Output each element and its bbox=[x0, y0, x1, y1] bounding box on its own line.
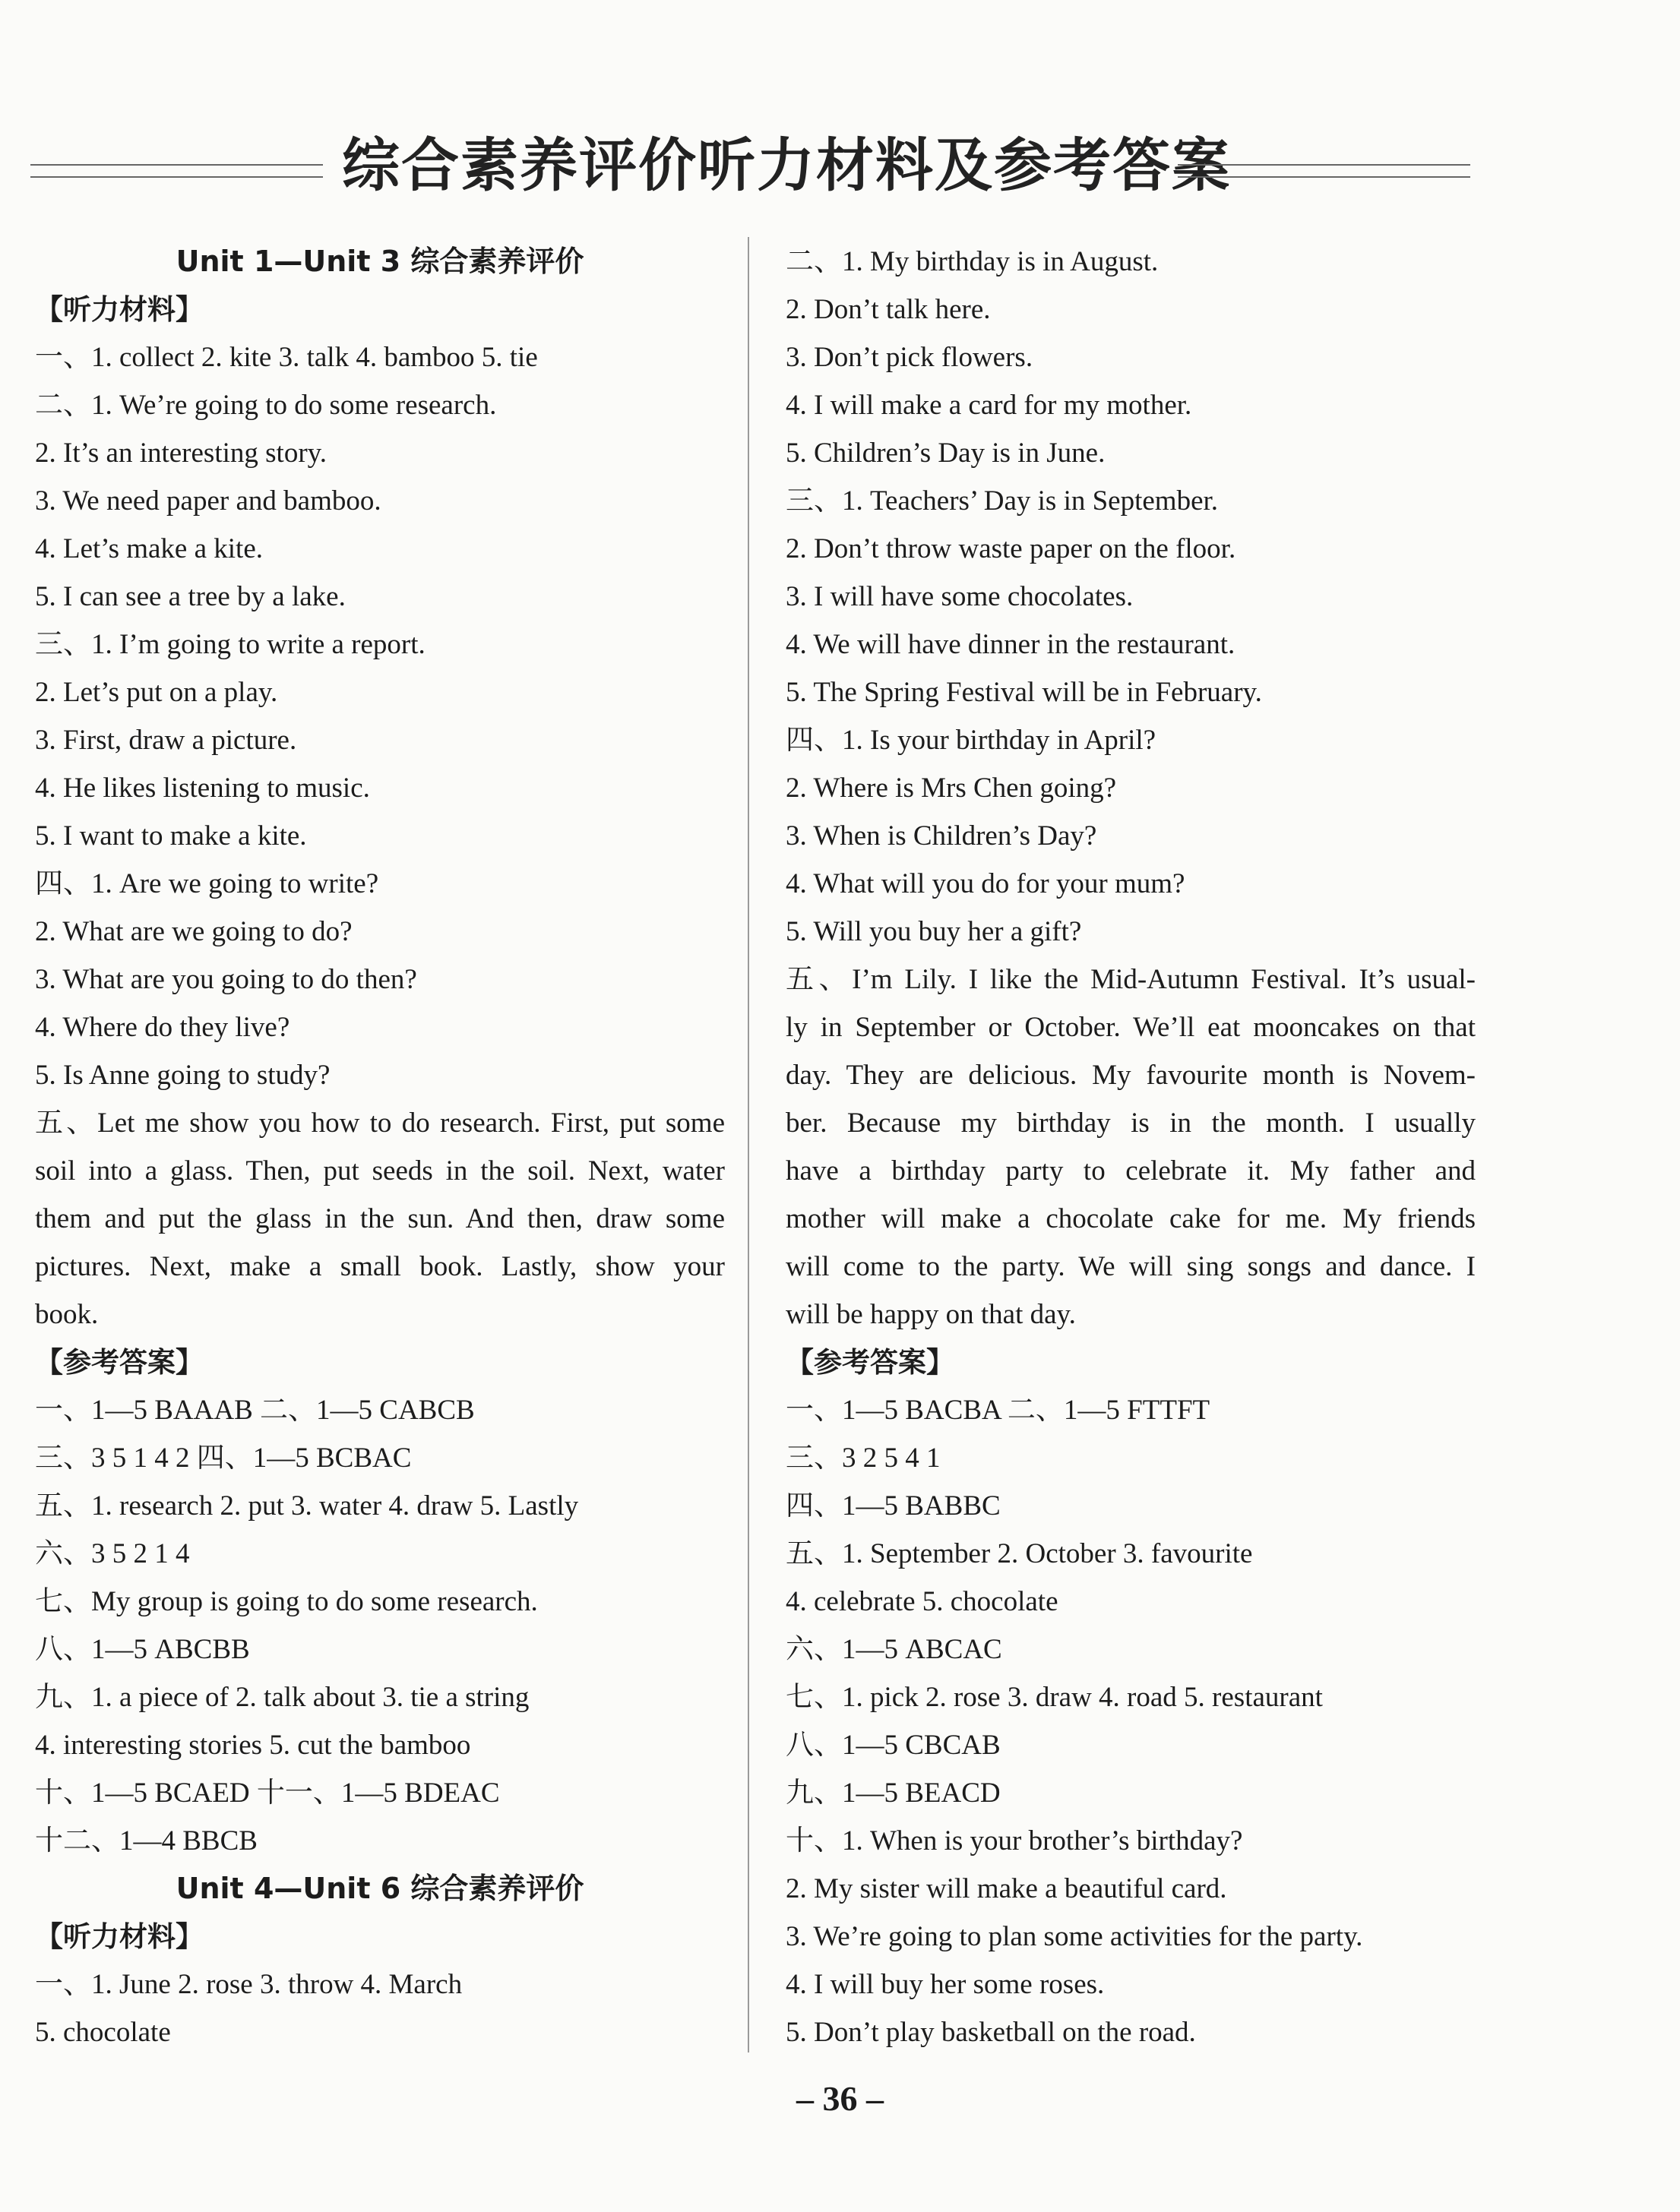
text-line: ber. Because my birthday is in the month. I usually bbox=[786, 1108, 1476, 1139]
title-rule-right bbox=[1178, 164, 1470, 178]
text-line: 一、1. June 2. rose 3. throw 4. March bbox=[35, 1969, 463, 2000]
text-line: 4. Where do they live? bbox=[35, 1012, 290, 1043]
text-line: 3. First, draw a picture. bbox=[35, 725, 297, 756]
text-line: will come to the party. We will sing songs and dance. I bbox=[786, 1251, 1476, 1282]
text-line: 二、1. My birthday is in August. bbox=[786, 246, 1159, 277]
subsection-heading: 【听力材料】 bbox=[35, 1920, 204, 1953]
text-line: book. bbox=[35, 1299, 99, 1330]
section-heading: Unit 1—Unit 3 综合素养评价 bbox=[176, 245, 584, 278]
text-line: 五、I’m Lily. I like the Mid-Autumn Festival. It’s usual- bbox=[786, 964, 1476, 995]
text-line: 十二、1—4 BBCB bbox=[35, 1825, 258, 1856]
title-row bbox=[30, 128, 1470, 219]
text-line: 八、1—5 ABCBB bbox=[35, 1634, 250, 1665]
text-line: 3. When is Children’s Day? bbox=[786, 820, 1097, 852]
subsection-heading: 【参考答案】 bbox=[35, 1346, 204, 1379]
text-line: 4. What will you do for your mum? bbox=[786, 868, 1185, 899]
text-line: ly in September or October. We’ll eat mooncakes on that bbox=[786, 1012, 1476, 1043]
text-line: 二、1. We’re going to do some research. bbox=[35, 390, 497, 421]
text-line: pictures. Next, make a small book. Lastly, show your bbox=[35, 1251, 725, 1282]
text-line: 十、1—5 BCAED 十一、1—5 BDEAC bbox=[35, 1778, 500, 1809]
text-line: 五、1. September 2. October 3. favourite bbox=[786, 1538, 1253, 1569]
text-line: 九、1. a piece of 2. talk about 3. tie a string bbox=[35, 1682, 530, 1713]
text-line: 5. I want to make a kite. bbox=[35, 820, 307, 852]
text-line: 五、Let me show you how to do research. First, put some bbox=[35, 1108, 725, 1139]
text-line: 四、1—5 BABBC bbox=[786, 1490, 1001, 1522]
text-line: 3. Don’t pick flowers. bbox=[786, 342, 1033, 373]
section-heading: Unit 4—Unit 6 综合素养评价 bbox=[176, 1872, 584, 1905]
text-line: 三、3 5 1 4 2 四、1—5 BCBAC bbox=[35, 1443, 412, 1474]
text-line: 4. interesting stories 5. cut the bamboo bbox=[35, 1730, 471, 1761]
text-line: 3. We’re going to plan some activities for the party. bbox=[786, 1921, 1363, 1952]
text-line: 5. Don’t play basketball on the road. bbox=[786, 2017, 1196, 2048]
text-line: 4. I will make a card for my mother. bbox=[786, 390, 1192, 421]
text-line: 2. Don’t throw waste paper on the floor. bbox=[786, 533, 1236, 564]
text-line: 一、1—5 BACBA 二、1—5 FTTFT bbox=[786, 1395, 1210, 1426]
text-line: 5. I can see a tree by a lake. bbox=[35, 581, 346, 612]
page-title: 综合素养评价听力材料及参考答案 bbox=[342, 131, 1231, 199]
text-line: 4. celebrate 5. chocolate bbox=[786, 1586, 1058, 1617]
text-line: 4. I will buy her some roses. bbox=[786, 1969, 1105, 2000]
text-line: 2. My sister will make a beautiful card. bbox=[786, 1873, 1227, 1904]
text-line: 5. The Spring Festival will be in February. bbox=[786, 677, 1262, 708]
text-line: mother will make a chocolate cake for me. My friends bbox=[786, 1203, 1476, 1234]
text-line: 2. It’s an interesting story. bbox=[35, 438, 327, 469]
text-line: 3. We need paper and bamboo. bbox=[35, 485, 381, 517]
text-line: 5. Will you buy her a gift? bbox=[786, 916, 1082, 947]
text-line: 3. I will have some chocolates. bbox=[786, 581, 1134, 612]
text-line: 六、3 5 2 1 4 bbox=[35, 1538, 190, 1569]
text-line: 七、My group is going to do some research. bbox=[35, 1586, 538, 1617]
text-line: 5. Children’s Day is in June. bbox=[786, 438, 1106, 469]
right-column bbox=[786, 238, 1476, 2056]
text-line: will be happy on that day. bbox=[786, 1299, 1076, 1330]
text-line: 4. Let’s make a kite. bbox=[35, 533, 264, 564]
text-line: 4. He likes listening to music. bbox=[35, 773, 370, 804]
text-line: 九、1—5 BEACD bbox=[786, 1778, 1001, 1809]
text-line: them and put the glass in the sun. And then, draw some bbox=[35, 1203, 725, 1234]
text-line: 一、1. collect 2. kite 3. talk 4. bamboo 5. tie bbox=[35, 342, 538, 373]
text-line: 2. Where is Mrs Chen going? bbox=[786, 773, 1117, 804]
text-line: 2. Don’t talk here. bbox=[786, 294, 991, 325]
text-line: 十、1. When is your brother’s birthday? bbox=[786, 1825, 1243, 1856]
text-line: 4. We will have dinner in the restaurant. bbox=[786, 629, 1235, 660]
text-line: day. They are delicious. My favourite month is Novem- bbox=[786, 1060, 1476, 1091]
column-divider bbox=[748, 237, 749, 2052]
text-line: 5. chocolate bbox=[35, 2017, 171, 2048]
subsection-heading: 【参考答案】 bbox=[786, 1346, 954, 1379]
text-line: 六、1—5 ABCAC bbox=[786, 1634, 1002, 1665]
text-line: have a birthday party to celebrate it. My father and bbox=[786, 1155, 1476, 1187]
text-line: 三、1. I’m going to write a report. bbox=[35, 629, 426, 660]
text-line: 七、1. pick 2. rose 3. draw 4. road 5. restaurant bbox=[786, 1682, 1323, 1713]
title-rule-left bbox=[30, 164, 323, 178]
text-line: 一、1—5 BAAAB 二、1—5 CABCB bbox=[35, 1395, 475, 1426]
left-column bbox=[35, 238, 725, 2056]
page-number: – 36 – bbox=[796, 2079, 884, 2118]
text-line: 八、1—5 CBCAB bbox=[786, 1730, 1001, 1761]
text-line: 2. What are we going to do? bbox=[35, 916, 353, 947]
text-line: 三、3 2 5 4 1 bbox=[786, 1443, 941, 1474]
subsection-heading: 【听力材料】 bbox=[35, 293, 204, 326]
text-line: soil into a glass. Then, put seeds in the soil. Next, water bbox=[35, 1155, 725, 1187]
text-line: 5. Is Anne going to study? bbox=[35, 1060, 331, 1091]
text-line: 四、1. Is your birthday in April? bbox=[786, 725, 1156, 756]
text-line: 2. Let’s put on a play. bbox=[35, 677, 278, 708]
text-line: 三、1. Teachers’ Day is in September. bbox=[786, 485, 1219, 517]
text-line: 四、1. Are we going to write? bbox=[35, 868, 379, 899]
text-line: 五、1. research 2. put 3. water 4. draw 5. Lastly bbox=[35, 1490, 579, 1522]
text-line: 3. What are you going to do then? bbox=[35, 964, 417, 995]
